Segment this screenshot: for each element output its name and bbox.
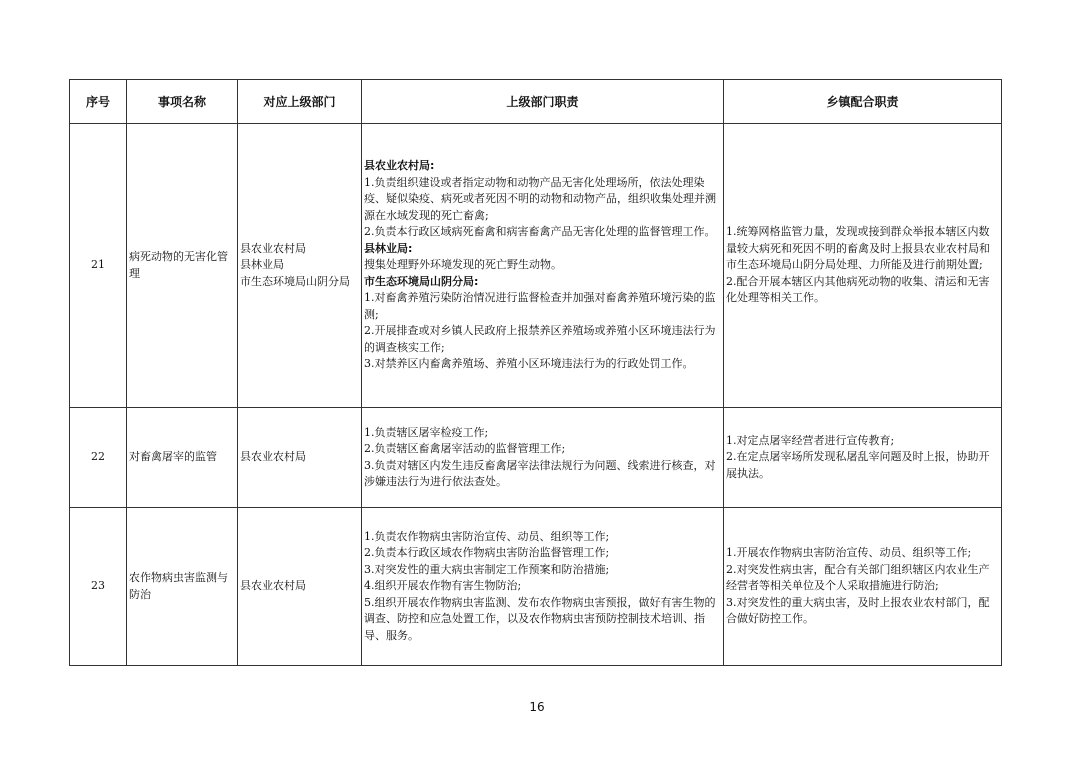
- duty-paragraph: 2.配合开展本辖区内其他病死动物的收集、清运和无害化处理等相关工作。: [726, 274, 990, 305]
- col-header-town: 乡镇配合职责: [724, 80, 1002, 124]
- dept-heading: 县农业农村局:: [364, 159, 435, 173]
- duty-paragraph: 2.负责本行政区域农作物病虫害防治监督管理工作;: [364, 546, 610, 560]
- duty-paragraph: 3.对突发性的重大病虫害，及时上报农业农村部门，配合做好防控工作。: [726, 595, 990, 626]
- duty-paragraph: 2.在定点屠宰场所发现私屠乱宰问题及时上报，协助开展执法。: [726, 450, 990, 480]
- duty-paragraph: 2.负责本行政区域病死畜禽和病害畜禽产品无害化处理的监督管理工作。: [364, 225, 716, 239]
- col-header-dept: 对应上级部门: [238, 80, 362, 124]
- town-duty-cell: [724, 508, 1002, 666]
- duty-paragraph: 3.对禁养区内畜禽养殖场、养殖小区环境违法行为的行政处罚工作。: [364, 357, 694, 371]
- table-row: [70, 508, 1002, 666]
- duty-paragraph: 2.对突发性病虫害，配合有关部门组织辖区内农业生产经营者等相关单位及个人采取措施进行防治;: [726, 562, 990, 593]
- table-row: [70, 408, 1002, 508]
- upper-duty-cell: [362, 508, 724, 666]
- dept-line: 市生态环境局山阴分局: [240, 274, 350, 288]
- table-row: [70, 124, 1002, 408]
- duty-paragraph: 搜集处理野外环境发现的死亡野生动物。: [364, 258, 562, 272]
- col-header-name: 事项名称: [127, 80, 238, 124]
- duty-paragraph: 3.对突发性的重大病虫害制定工作预案和防治措施;: [364, 562, 610, 576]
- item-name: 病死动物的无害化管理: [127, 124, 238, 408]
- item-name: 农作物病虫害监测与防治: [127, 508, 238, 666]
- page-number: 16: [529, 700, 545, 714]
- dept-line: 县农业农村局: [240, 450, 306, 464]
- dept-heading: 市生态环境局山阴分局:: [364, 274, 479, 288]
- dept-line: 县农业农村局: [240, 241, 306, 255]
- row-number: 22: [70, 408, 127, 508]
- duty-table: [69, 79, 1002, 666]
- town-duty-cell: [724, 124, 1002, 408]
- duty-paragraph: 1.负责辖区屠宰检疫工作;: [364, 425, 489, 439]
- dept-cell: [238, 508, 362, 666]
- dept-line: 县林业局: [240, 258, 284, 272]
- duty-paragraph: 1.负责组织建设或者指定动物和动物产品无害化处理场所，依法处理染疫、疑似染疫、病死或者死因不明的动物和动物产品，组织收集处理并溯源在水域发现的死亡畜禽;: [364, 175, 716, 222]
- duty-paragraph: 2.负责辖区畜禽屠宰活动的监督管理工作;: [364, 442, 566, 455]
- duty-paragraph: 1.负责农作物病虫害防治宣传、动员、组织等工作;: [364, 529, 610, 543]
- duty-paragraph: 1.对畜禽养殖污染防治情况进行监督检查并加强对畜禽养殖环境污染的监测;: [364, 291, 716, 321]
- dept-line: 县农业农村局: [240, 579, 306, 593]
- col-header-no: 序号: [70, 80, 127, 124]
- duty-paragraph: 4.组织开展农作物有害生物防治;: [364, 579, 522, 593]
- dept-cell: [238, 408, 362, 508]
- row-number: 23: [70, 508, 127, 666]
- duty-paragraph: 1.开展农作物病虫害防治宣传、动员、组织等工作;: [726, 546, 972, 560]
- header-row: [70, 80, 1002, 124]
- dept-cell: [238, 124, 362, 408]
- row-number: 21: [70, 124, 127, 408]
- town-duty-cell: [724, 408, 1002, 508]
- duty-paragraph: 3.负责对辖区内发生违反畜禽屠宰法律法规行为问题、线索进行核查，对涉嫌违法行为进行依法查处。: [364, 458, 716, 488]
- duty-paragraph: 2.开展排查或对乡镇人民政府上报禁养区养殖场或养殖小区环境违法行为的调查核实工作;: [364, 324, 716, 354]
- duty-paragraph: 5.组织开展农作物病虫害监测、发布农作物病虫害预报，做好有害生物的调查、防控和应急处置工作，以及农作物病虫害预防控制技术培训、指导、服务。: [364, 595, 716, 642]
- upper-duty-cell: [362, 408, 724, 508]
- col-header-upper: 上级部门职责: [362, 80, 724, 124]
- duty-paragraph: 1.对定点屠宰经营者进行宣传教育;: [726, 433, 895, 447]
- upper-duty-cell: [362, 124, 724, 408]
- item-name: 对畜禽屠宰的监管: [127, 408, 238, 508]
- dept-heading: 县林业局:: [364, 241, 413, 255]
- duty-paragraph: 1.统筹网格监管力量，发现或接到群众举报本辖区内数量较大病死和死因不明的畜禽及时上报县农业农村局和市生态环境局山阴分局处理、力所能及进行前期处置;: [726, 225, 990, 272]
